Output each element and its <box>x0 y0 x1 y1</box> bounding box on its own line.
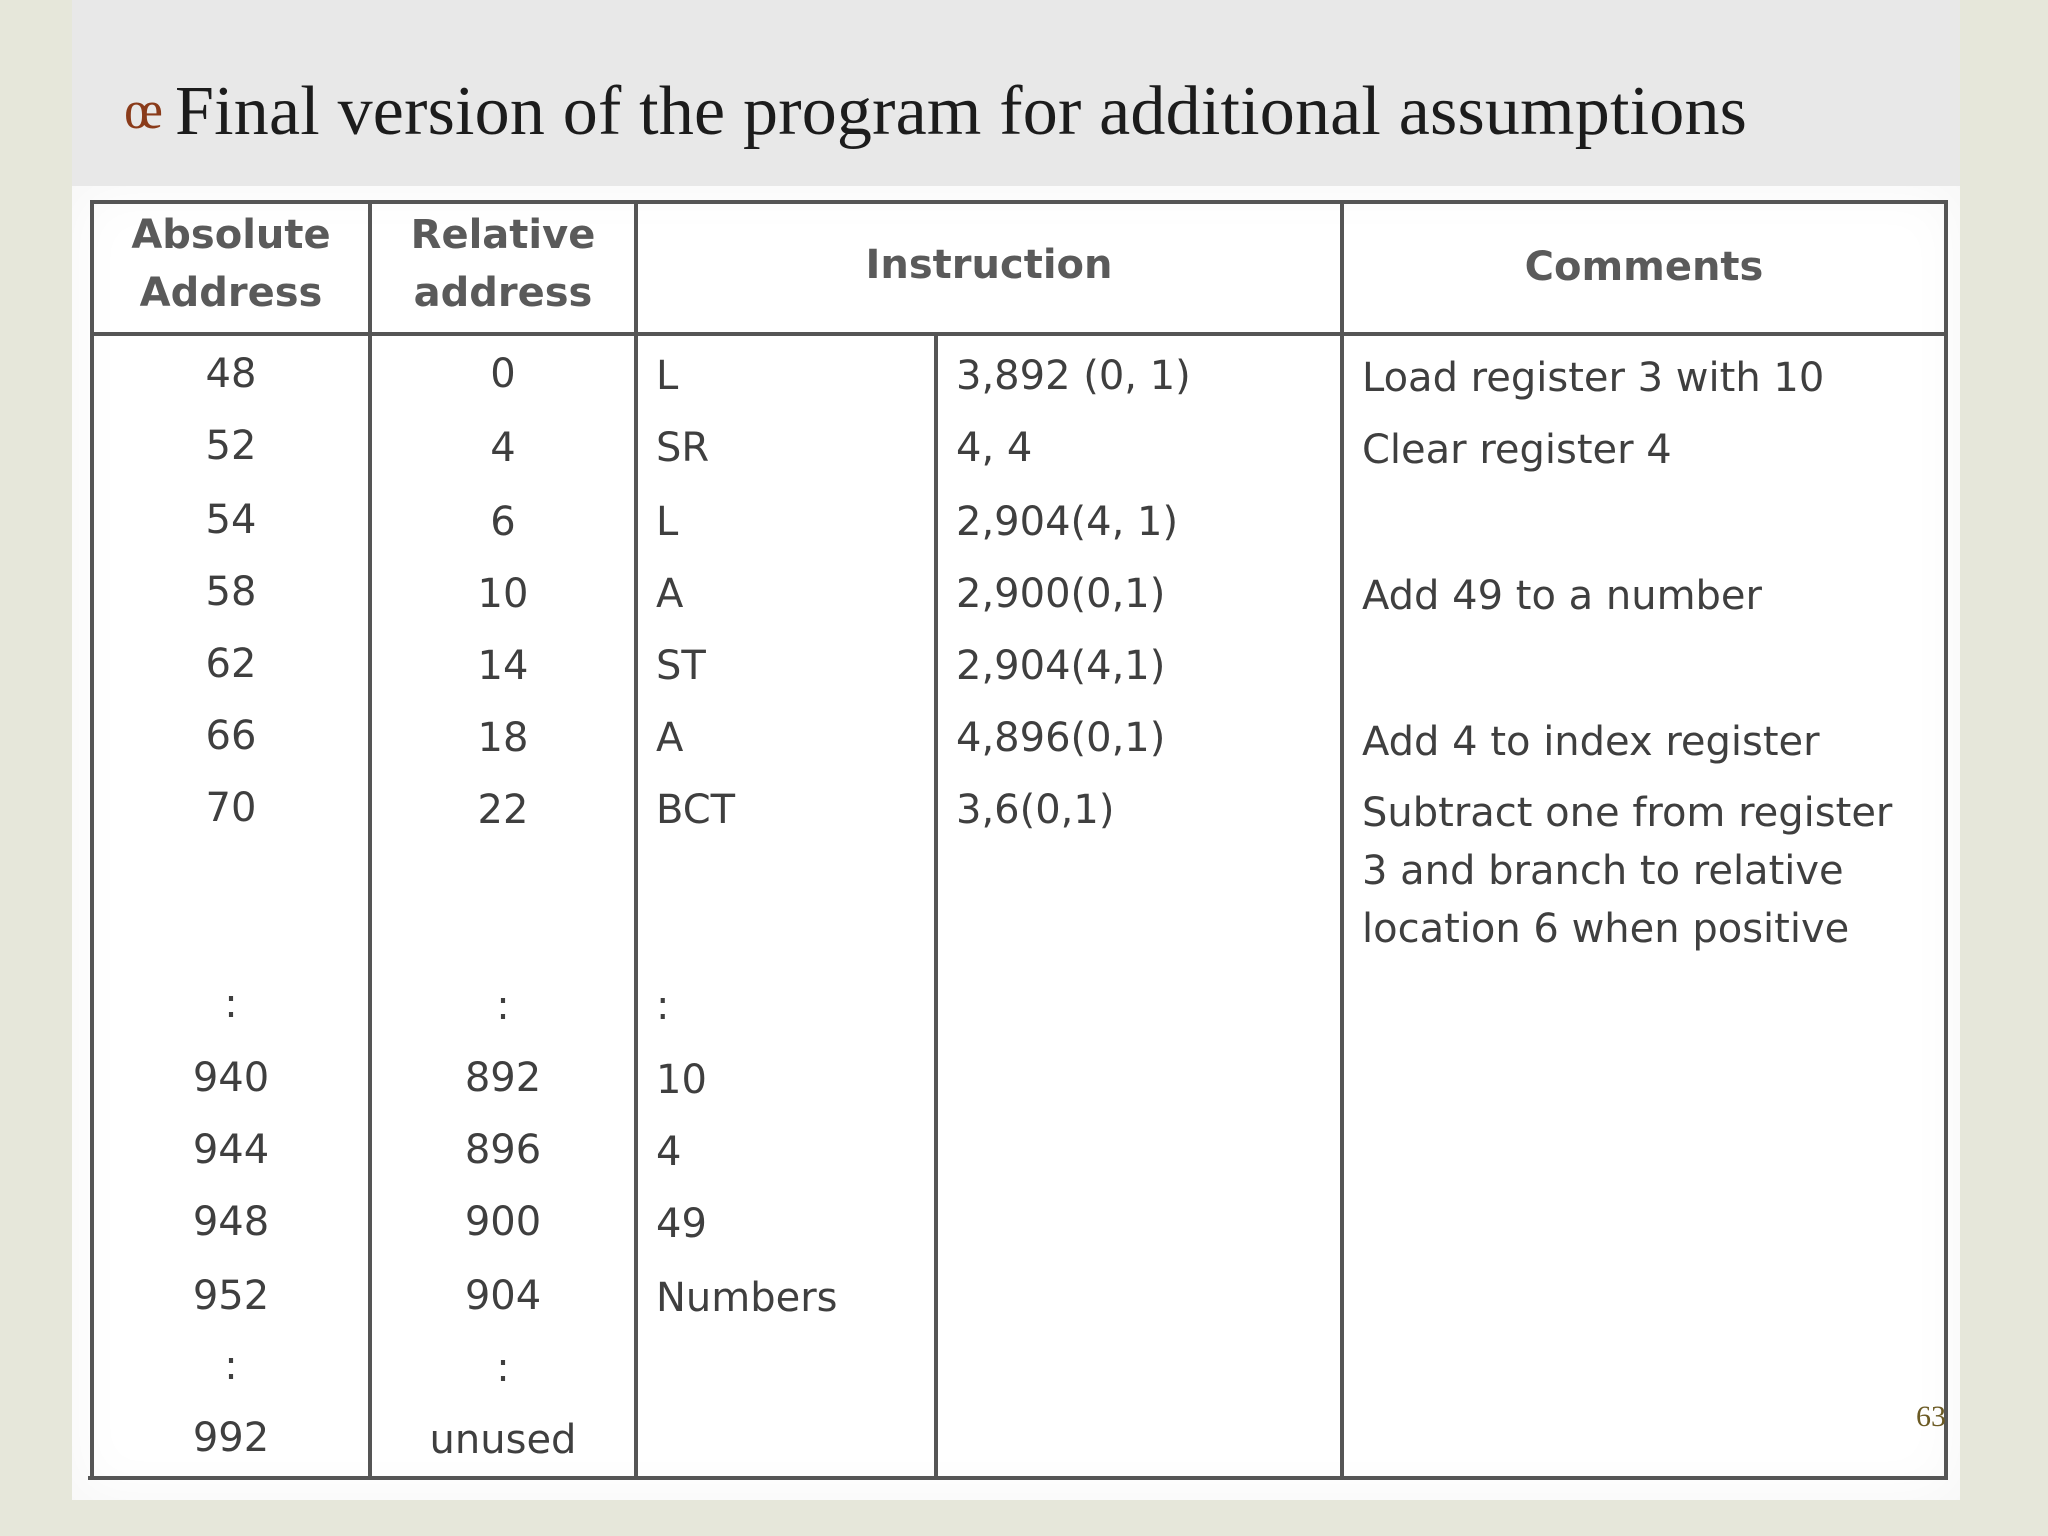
rel-address-cell: 4 <box>490 425 516 471</box>
abs-address-cell: 948 <box>192 1199 270 1245</box>
header-comments: Comments <box>1524 244 1764 290</box>
comment-cell-multiline <box>1362 784 1932 958</box>
slide-title-row <box>124 62 1747 162</box>
abs-address-cell: 940 <box>192 1055 270 1101</box>
header-instruction: Instruction <box>865 242 1113 288</box>
page-number: 63 <box>1916 1400 1946 1433</box>
operand-cell: 4,896(0,1) <box>956 715 1166 761</box>
rel-address-cell: 896 <box>464 1127 542 1173</box>
abs-address-cell: 52 <box>205 423 257 469</box>
comment-line: Subtract one from register <box>1362 790 1893 836</box>
comment-cell: Clear register 4 <box>1362 427 1672 473</box>
abs-address-cell: 992 <box>192 1415 270 1461</box>
opcode-cell: L <box>656 353 679 399</box>
rel-address-cell: 904 <box>464 1273 542 1319</box>
opcode-cell: 10 <box>656 1057 707 1103</box>
slide-title: Final version of the program for additional assumptions <box>175 73 1748 150</box>
header-absolute-line2: Address <box>139 270 323 316</box>
operand-cell: 4, 4 <box>956 425 1033 471</box>
rel-address-cell: 14 <box>477 643 529 689</box>
rel-address-cell: unused <box>429 1417 577 1463</box>
column-divider-4 <box>1340 200 1344 1478</box>
header-relative-address <box>372 206 634 322</box>
table-border-right <box>1944 200 1948 1478</box>
header-absolute-address <box>94 206 368 322</box>
program-table-image <box>72 186 1960 1500</box>
rel-address-cell: 900 <box>464 1199 542 1245</box>
opcode-cell: L <box>656 499 679 545</box>
operand-cell: 2,904(4,1) <box>956 643 1166 689</box>
opcode-cell: 4 <box>656 1129 682 1175</box>
abs-address-cell: 48 <box>205 351 257 397</box>
abs-address-cell: 952 <box>192 1273 270 1319</box>
header-absolute-line1: Absolute <box>131 212 331 258</box>
comment-cell: Load register 3 with 10 <box>1362 355 1825 401</box>
abs-address-cell: 58 <box>205 569 257 615</box>
operand-cell: 2,900(0,1) <box>956 571 1166 617</box>
opcode-cell: BCT <box>656 787 736 833</box>
abs-address-cell: 70 <box>205 785 257 831</box>
table-border-bottom <box>88 1476 1948 1480</box>
rel-address-cell: 22 <box>477 787 529 833</box>
rel-address-cell: 10 <box>477 571 529 617</box>
header-relative-line2: address <box>413 270 593 316</box>
rel-address-cell: 892 <box>464 1055 542 1101</box>
rel-address-cell: 0 <box>490 351 516 397</box>
rel-address-cell: 18 <box>477 715 529 761</box>
opcode-cell: Numbers <box>656 1275 838 1321</box>
opcode-cell: : <box>656 983 670 1029</box>
opcode-cell: 49 <box>656 1201 707 1247</box>
opcode-cell: SR <box>656 425 710 471</box>
comment-line: 3 and branch to relative <box>1362 848 1844 894</box>
abs-address-cell: : <box>224 1343 238 1389</box>
opcode-cell: A <box>656 571 684 617</box>
column-divider-3 <box>934 336 938 1478</box>
comment-cell: Add 4 to index register <box>1362 719 1820 765</box>
operand-cell: 2,904(4, 1) <box>956 499 1179 545</box>
opcode-cell: A <box>656 715 684 761</box>
comment-line: location 6 when positive <box>1362 906 1850 952</box>
column-divider-2 <box>634 200 638 1478</box>
abs-address-cell: 54 <box>205 497 257 543</box>
abs-address-cell: 66 <box>205 713 257 759</box>
comment-cell: Add 49 to a number <box>1362 573 1762 619</box>
rel-address-cell: 6 <box>490 499 516 545</box>
rel-address-cell: : <box>496 1345 510 1391</box>
opcode-cell: ST <box>656 643 706 689</box>
abs-address-cell: 62 <box>205 641 257 687</box>
header-relative-line1: Relative <box>410 212 596 258</box>
bullet-icon: œ <box>124 80 163 140</box>
rel-address-cell: : <box>496 983 510 1029</box>
operand-cell: 3,892 (0, 1) <box>956 353 1191 399</box>
abs-address-cell: : <box>224 981 238 1027</box>
operand-cell: 3,6(0,1) <box>956 787 1115 833</box>
abs-address-cell: 944 <box>192 1127 270 1173</box>
